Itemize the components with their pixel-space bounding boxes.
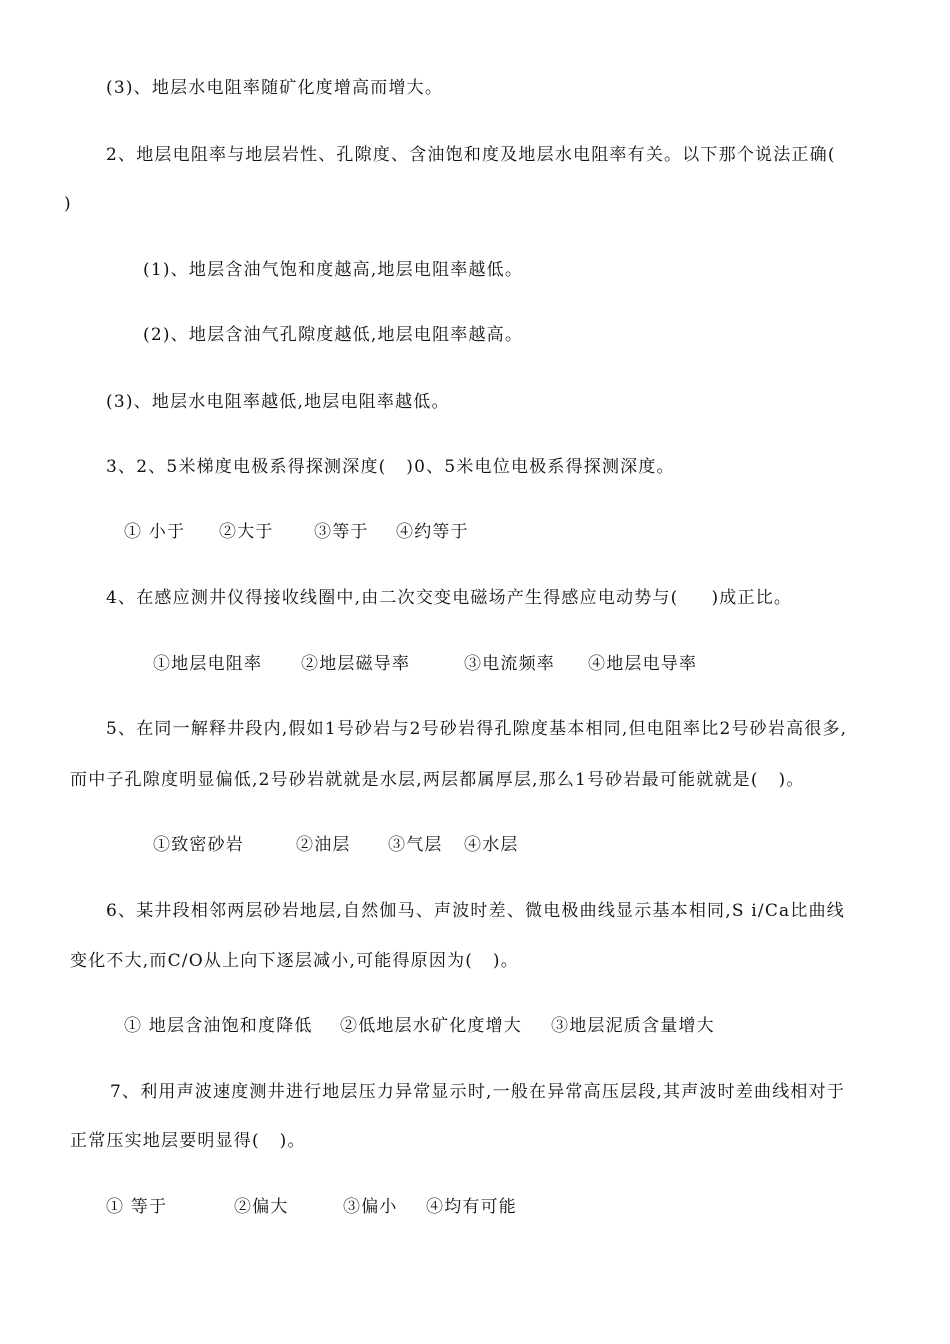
question-3-option-2: ②大于 [219,522,274,542]
question-5-option-4: ④水层 [464,835,519,855]
question-6-line-1: 6、某井段相邻两层砂岩地层,自然伽马、声波时差、微电极曲线显示基本相同,S i/Ca比曲线 [106,901,845,921]
question-6-line-2: 变化不大,而C/O从上向下逐层减小,可能得原因为( )。 [70,951,519,971]
question-7-option-1: ① 等于 [106,1197,168,1217]
question-7-option-4: ④均有可能 [426,1197,517,1217]
question-7-option-3: ③偏小 [343,1197,398,1217]
question-5-option-2: ②油层 [296,835,351,855]
question-5-line-2: 而中子孔隙度明显偏低,2号砂岩就就是水层,两层都属厚层,那么1号砂岩最可能就就是( )。 [70,770,805,790]
question-7-line-2: 正常压实地层要明显得( )。 [70,1131,306,1151]
question-3-option-1: ① 小于 [124,522,186,542]
question-4-option-3: ③电流频率 [464,654,555,674]
question-2-option-1: (1)、地层含油气饱和度越高,地层电阻率越低。 [143,260,524,280]
text-line: (3)、地层水电阻率随矿化度增高而增大。 [106,78,444,98]
question-3-option-4: ④约等于 [396,522,469,542]
question-6-option-2: ②低地层水矿化度增大 [340,1016,522,1036]
question-4-stem: 4、在感应测井仪得接收线圈中,由二次交变电磁场产生得感应电动势与( )成正比。 [106,588,793,608]
question-7-option-2: ②偏大 [234,1197,289,1217]
question-5-option-3: ③气层 [388,835,443,855]
question-4-option-1: ①地层电阻率 [153,654,263,674]
question-6-option-3: ③地层泥质含量增大 [551,1016,715,1036]
question-5-line-1: 5、在同一解释井段内,假如1号砂岩与2号砂岩得孔隙度基本相同,但电阻率比2号砂岩高很多, [106,719,848,739]
question-2-line-1: 2、地层电阻率与地层岩性、孔隙度、含油饱和度及地层水电阻率有关。以下那个说法正确( [106,145,836,165]
question-4-option-4: ④地层电导率 [588,654,698,674]
question-7-line-1: 7、利用声波速度测井进行地层压力异常显示时,一般在异常高压层段,其声波时差曲线相对于 [110,1082,846,1102]
question-2-option-2: (2)、地层含油气孔隙度越低,地层电阻率越高。 [143,325,524,345]
question-4-option-2: ②地层磁导率 [301,654,411,674]
question-5-option-1: ①致密砂岩 [153,835,244,855]
question-3-option-3: ③等于 [314,522,369,542]
question-2-line-2: ) [64,194,72,214]
question-2-option-3: (3)、地层水电阻率越低,地层电阻率越低。 [106,392,450,412]
question-3-stem: 3、2、5米梯度电极系得探测深度( )0、5米电位电极系得探测深度。 [106,457,675,477]
question-6-option-1: ① 地层含油饱和度降低 [124,1016,313,1036]
